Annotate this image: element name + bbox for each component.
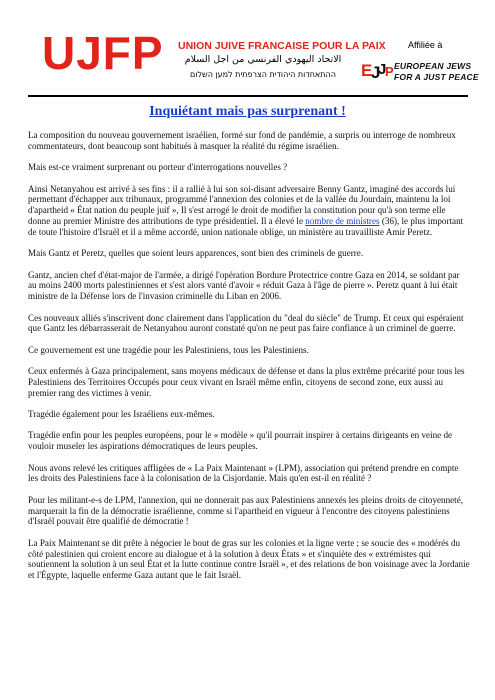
paragraph: Mais Gantz et Peretz, quelles que soient leurs apparences, sont bien des criminels de guerre.: [28, 248, 364, 259]
organization-name-hebrew: ההתאחדות היהודית הצרפתית למען השלום: [190, 70, 336, 79]
paragraph: Tragédie également pour les Israéliens eux-mêmes.: [28, 409, 215, 420]
paragraph-text: (36), le plus important de toute l'histoire d'Israël et il a même accordé, union nationale oblige, un ministère au travailliste Amir Peretz.: [28, 215, 464, 237]
svg-text:E: E: [361, 61, 373, 80]
organization-name-arabic: الاتحاد اليهودي الفرنسي من اجل السلام: [184, 54, 342, 65]
ejjp-line-2: FOR A JUST PEACE: [394, 72, 479, 82]
affiliation-label: Affiliée à: [408, 40, 443, 50]
paragraph: Mais est-ce vraiment surprenant ou porteur d'interrogations nouvelles ?: [28, 162, 288, 173]
header-divider: [28, 95, 468, 97]
paragraph: Nous avons relevé les critiques affligées de « La Paix Maintenant » (LPM), association qui prétend prendre en compte les droits des Palestiniens face à la colonisation de la Cisjordanie. Mais qu'en est-il en réalité ?: [28, 462, 459, 484]
article-body: [28, 130, 470, 592]
letterhead: [0, 0, 495, 92]
paragraph: Ces nouveaux alliés s'inscrivent donc clairement dans l'application du "deal du siècle" de Trump. Et ceux qui espéraient que Gantz les débarrasserait de Netanyahou auront constaté qu'on ne peut pas faire confiance à un criminel de guerre.: [28, 312, 464, 334]
paragraph: Ce gouvernement est une tragédie pour les Palestiniens, tous les Palestiniens.: [28, 344, 309, 355]
paragraph: Ceux enfermés à Gaza principalement, sans moyens médicaux de défense et dans la plus extrême précarité pour tous les Palestiniens des Territoires Occupés pour ceux vivant en Israël même enfin, citoyens de second zone, eux aussi au premier rang des victimes à venir.: [28, 366, 465, 398]
svg-text:J: J: [378, 61, 387, 78]
svg-text:J: J: [371, 63, 381, 82]
ministers-link[interactable]: nombre de ministres: [305, 215, 380, 226]
ejjp-line-1: EUROPEAN JEWS: [394, 61, 472, 71]
ujfp-logo: UJFP: [42, 27, 164, 79]
svg-text:P: P: [385, 64, 394, 79]
ejjp-mark-icon: [360, 52, 394, 86]
ejjp-logo: [360, 52, 479, 86]
paragraph: La composition du nouveau gouvernement israélien, formé sur fond de pandémie, a surpris ou interroge de nombreux commentateurs, dont beaucoup sont habitués à masquer la réalité du régime israélien.: [28, 130, 456, 151]
paragraph-text: Ainsi Netanyahou est arrivé à ses fins : il a rallié à lui son soi-disant adversaire Benny Gantz, imaginé des accords lui permettant d'échapper aux tribunaux, programmé l'annexion des colonies et de la vallée du Jourdain, maintenu la loi d'apartheid « État nation du peuple juif », Il s'est arrogé le droit de modifier la constitution pour qu'à son terme elle donne au premier Ministre des attributions de type présidentiel. Il a élevé le: [28, 183, 456, 226]
organization-name: UNION JUIVE FRANCAISE POUR LA PAIX: [178, 40, 386, 52]
page-title: Inquiétant mais pas surprenant !: [149, 104, 346, 119]
paragraph: Gantz, ancien chef d'état-major de l'armée, a dirigé l'opération Bordure Protectrice contre Gaza en 2014, se soldant par au moins 2400 morts palestiniennes et s'est alors vanté d'avoir « réduit Gaza à l'âge de pierre ». Peretz quant à lui était ministre de la Défense lors de l'invasion criminelle du Liban en 2006.: [28, 269, 460, 302]
paragraph: Pour les militant-e-s de LPM, l'annexion, qui ne donnerait pas aux Palestiniens annexés les pleins droits de citoyenneté, marquerait la fin de la démocratie israélienne, comme si l'apartheid en vigueur à l'encontre des citoyens palestiniens d'Israël pouvait être qualifié de démocratie !: [28, 494, 464, 527]
paragraph: La Paix Maintenant se dit prête à négocier le bout de gras sur les colonies et la ligne verte ; se soucie des « modérés du côté palestinien qui croient encore au dialogue et à la solution à deux États » et s'inquiète des « extrémistes qui soutiennent la solution à un seul État et la lutte continue contre Israël », et des relations de bon voisinage avec la Jordanie et l'Égypte, laquelle enferme Gaza autant que le fait Israël.: [28, 537, 470, 581]
paragraph: [28, 184, 470, 238]
paragraph: Tragédie enfin pour les peuples européens, pour le « modèle » qu'il pourrait inspirer à certains dirigeants en veine de vouloir museler les aspirations démocratiques de leurs peuples.: [28, 430, 453, 452]
